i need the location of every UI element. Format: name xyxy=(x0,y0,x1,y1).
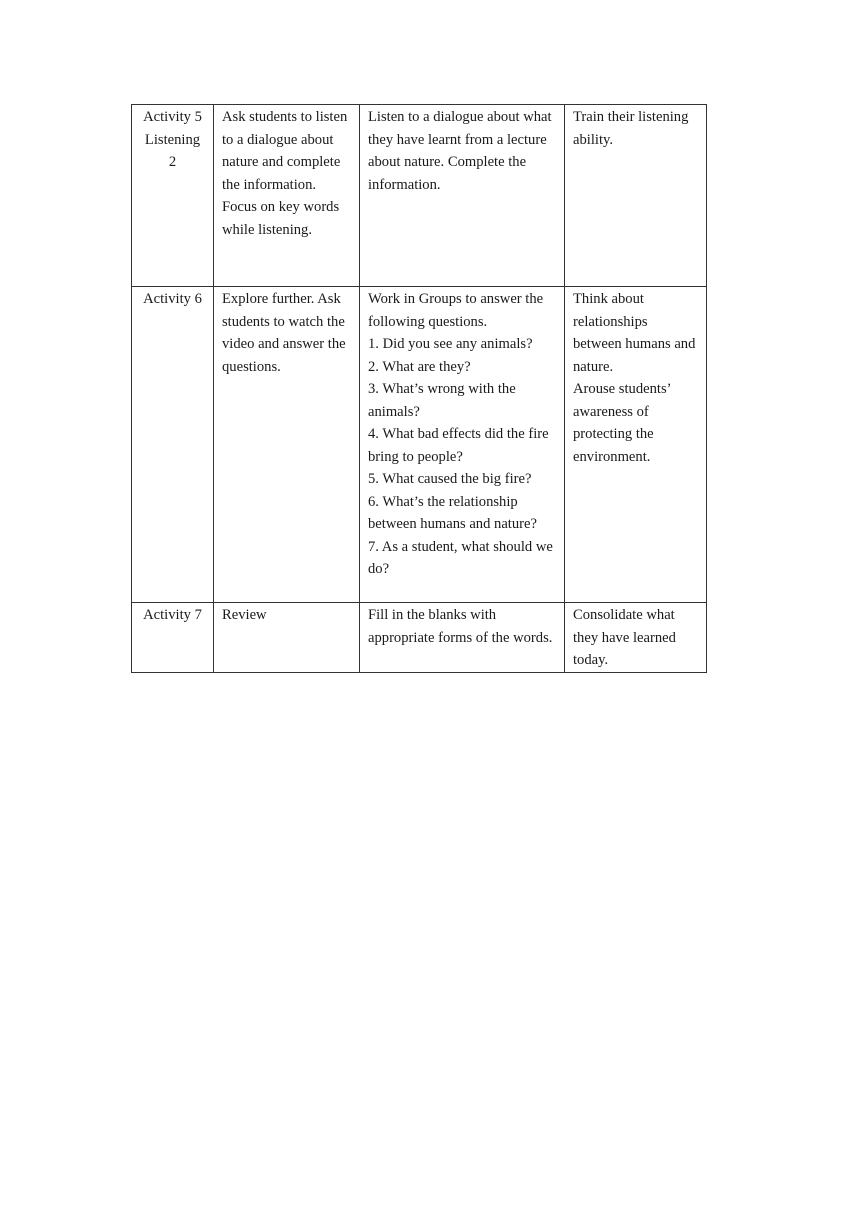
lesson-plan-table xyxy=(131,104,707,673)
student-activity-cell xyxy=(360,603,565,673)
purpose-cell xyxy=(565,287,707,603)
activity-cell xyxy=(132,603,214,673)
table-row xyxy=(132,105,707,287)
table-row xyxy=(132,287,707,603)
question-item: 1. Did you see any animals? xyxy=(368,336,533,352)
activity-cell xyxy=(132,287,214,603)
purpose-cell xyxy=(565,603,707,673)
table-row xyxy=(132,603,707,673)
activity-label: 2 xyxy=(168,154,177,170)
purpose-text: Train their listening ability. xyxy=(573,109,689,148)
student-activity-text: Listen to a dialogue about what they have learnt from a lecture about nature. Complete the information. xyxy=(368,109,552,193)
activity-label: Activity 7 xyxy=(143,607,202,623)
purpose-text: Arouse students’ awareness of protecting the environment. xyxy=(573,381,671,465)
question-item: 2. What are they? xyxy=(368,358,471,375)
question-item: 4. What bad effects did the fire bring to people? xyxy=(368,426,549,465)
activity-cell xyxy=(132,105,214,287)
question-item: 6. What’s the relationship between humans and nature? xyxy=(368,493,537,532)
purpose-cell xyxy=(565,105,707,287)
activity-label: Activity 6 xyxy=(143,291,202,307)
student-activity-text: Fill in the blanks with appropriate forms of the words. xyxy=(368,607,553,646)
question-item: 7. As a student, what should we do? xyxy=(368,538,553,577)
teacher-activity-cell: Ask students to listen to a dialogue about nature and complete the information. Focus on key words while listening. xyxy=(214,105,360,287)
purpose-text: Consolidate what they have learned today. xyxy=(573,607,676,668)
student-activity-text: Work in Groups to answer the following questions. xyxy=(368,291,544,330)
teacher-activity-cell: Explore further. Ask students to watch the video and answer the questions. xyxy=(214,287,360,603)
question-item: 3. What’s wrong with the animals? xyxy=(368,381,516,420)
teacher-activity-cell: Review xyxy=(214,603,360,673)
student-activity-cell xyxy=(360,287,565,603)
purpose-text: Think about relationships between humans and nature. xyxy=(573,291,696,375)
activity-label: Activity 5 xyxy=(143,109,202,125)
student-activity-cell xyxy=(360,105,565,287)
question-item: 5. What caused the big fire? xyxy=(368,471,532,487)
activity-label: Listening xyxy=(144,131,201,148)
